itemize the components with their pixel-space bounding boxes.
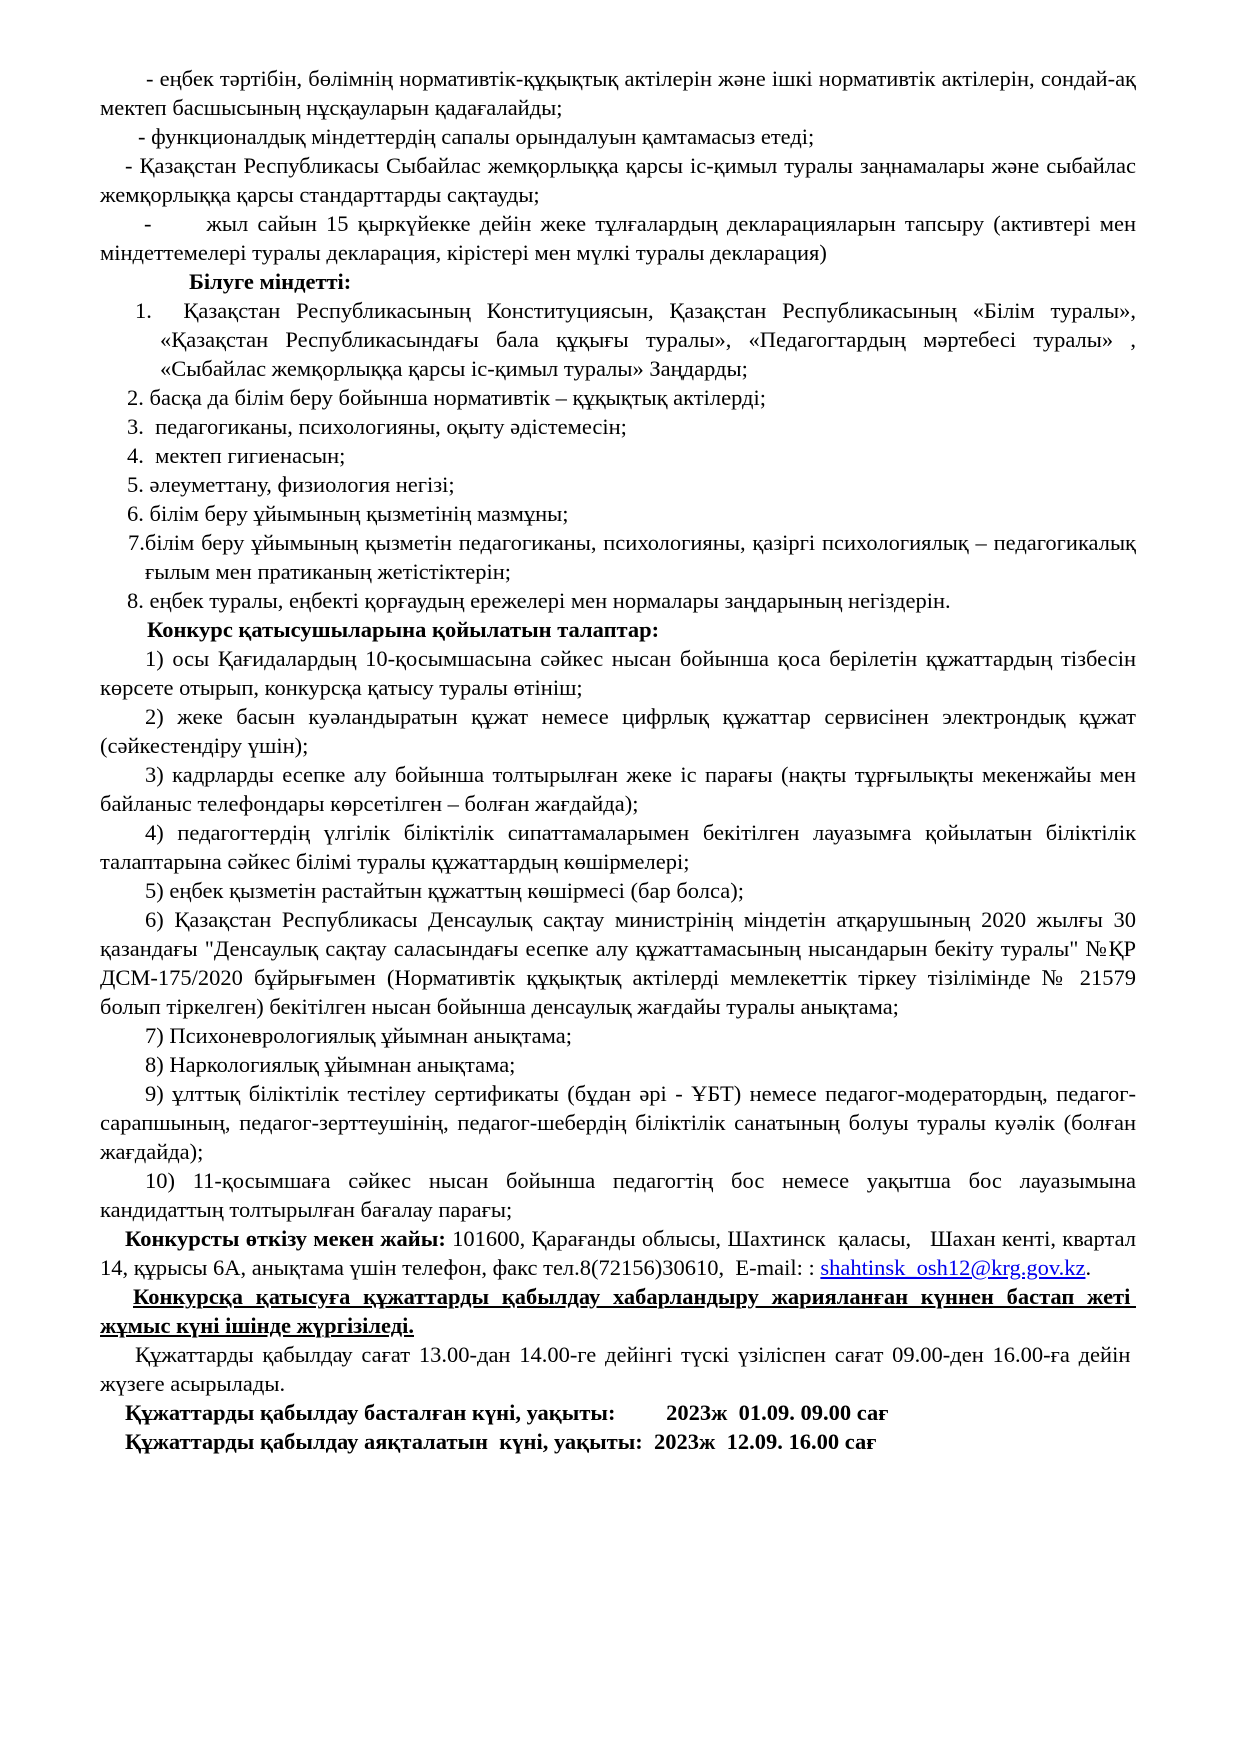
duty-item: - еңбек тәртібін, бөлімнің нормативтік-құқықтық актілерін және ішкі нормативтік актілерін, сондай-ақ мектеп басшысының нұсқауларын қадағалайды; (100, 66, 1136, 120)
deadline-notice: Конкурсқа қатысуға құжаттарды қабылдау хабарландыру жарияланған күннен бастап жеті жұмыс күні ішінде жүргізіледі. (100, 1284, 1136, 1338)
must-know-item: 1. Қазақстан Республикасының Конституциясын, Қазақстан Республикасының «Білім туралы», «Қазақстан Республикасындағы бала құқығы туралы», «Педагогтардың мәртебесі туралы» , «Сыбайлас жемқорлыққа қарсы іс-қимыл туралы» Заңдарды; (135, 298, 1136, 381)
venue-label: Конкурсты өткізу мекен жайы: (125, 1226, 446, 1251)
must-know-item: 6. білім беру ұйымының қызметінің мазмұны; (127, 501, 569, 526)
requirement-item: 2) жеке басын куәландыратын құжат немесе цифрлық құжаттар сервисінен электрондық құжат (сәйкестендіру үшін); (100, 704, 1136, 758)
requirement-item: 7) Психоневрологиялық ұйымнан анықтама; (145, 1023, 572, 1048)
date-end-line: Құжаттарды қабылдау аяқталатын күні, уақыты: 2023ж 12.09. 16.00 сағ (125, 1429, 877, 1454)
requirement-item: 3) кадрларды есепке алу бойынша толтырылған жеке іс парағы (нақты тұрғылықты мекенжайы мен байланыс телефондары көрсетілген – болған жағдайда); (100, 762, 1136, 816)
requirement-item: 10) 11-қосымшаға сәйкес нысан бойынша педагогтің бос немесе уақытша бос лауазымына кандидаттың толтырылған бағалау парағы; (100, 1168, 1136, 1222)
duty-item: - функционалдық міндеттердің сапалы орындалуын қамтамасыз етеді; (138, 124, 815, 149)
must-know-item: 5. әлеуметтану, физиология негізі; (127, 472, 455, 497)
requirement-item: 6) Қазақстан Республикасы Денсаулық сақтау министрінің міндетін атқарушының 2020 жылғы 30 қазандағы "Денсаулық сақтау саласындағы есепке алу құжаттамасының нысандарын бекіту туралы" №ҚР ДСМ-175/2020 бұйрығымен (Нормативтік құқықтық актілерді мемлекеттік тіркеу тізілімінде № 21579 болып тіркелген) бекітілген нысан бойынша денсаулық жағдайы туралы анықтама; (100, 907, 1136, 1019)
venue-text: 101600, Қарағанды облысы, Шахтинск қаласы, Шахан кенті, квартал 14, құрысы 6А, анықтама үшін телефон, факс тел.8(72156)30610, E-mail: : (100, 1226, 1136, 1280)
duty-item: - жыл сайын 15 қыркүйекке дейін жеке тұлғалардың декларацияларын тапсыру (активтері мен міндеттемелері туралы декларация, кірістері мен мүлкі туралы декларация) (100, 211, 1136, 265)
requirement-item: 8) Наркологиялық ұйымнан анықтама; (145, 1052, 516, 1077)
must-know-item: 4. мектеп гигиенасын; (127, 443, 346, 468)
requirement-item: 1) осы Қағидалардың 10-қосымшасына сәйкес нысан бойынша қоса берілетін құжаттардың тізбесін көрсете отырып, конкурсқа қатысу туралы өтініш; (100, 646, 1136, 700)
section-heading-must-know: Білуге міндетті: (189, 269, 352, 294)
email-link[interactable]: shahtinsk_osh12@krg.gov.kz (820, 1255, 1086, 1280)
venue-period: . (1085, 1255, 1092, 1280)
section-heading-requirements: Конкурс қатысушыларына қойылатын талаптар: (147, 617, 660, 642)
duty-item: - Қазақстан Республикасы Сыбайлас жемқорлыққа қарсы іс-қимыл туралы заңнамалары және сыбайлас жемқорлыққа қарсы стандарттарды сақтауды; (100, 153, 1136, 207)
must-know-item: 7.білім беру ұйымының қызметін педагогиканы, психологияны, қазіргі психологиялық – педагогикалық ғылым мен пратиканың жетістіктерін; (128, 530, 1136, 584)
must-know-item: 2. басқа да білім беру бойынша нормативтік – құқықтық актілерді; (127, 385, 766, 410)
date-start-line: Құжаттарды қабылдау басталған күні, уақыты: 2023ж 01.09. 09.00 сағ (125, 1400, 889, 1425)
requirement-item: 5) еңбек қызметін растайтын құжаттың көшірмесі (бар болса); (145, 878, 744, 903)
requirement-item: 4) педагогтердің үлгілік біліктілік сипаттамаларымен бекітілген лауазымға қойылатын біліктілік талаптарына сәйкес білімі туралы құжаттардың көшірмелері; (100, 820, 1136, 874)
venue-paragraph (100, 1224, 1136, 1282)
requirement-item: 9) ұлттық біліктілік тестілеу сертификаты (бұдан әрі - ҰБТ) немесе педагог-модератордың, педагог-сарапшының, педагог-зерттеушінің, педагог-шебердің біліктілік санатының болуы туралы куәлік (болған жағдайда); (100, 1081, 1136, 1164)
acceptance-hours: Құжаттарды қабылдау сағат 13.00-дан 14.00-ге дейінгі түскі үзіліспен сағат 09.00-ден 16.00-ға дейін жүзеге асырылады. (100, 1342, 1136, 1396)
must-know-item: 8. еңбек туралы, еңбекті қорғаудың ережелері мен нормалары заңдарының негіздерін. (127, 588, 951, 613)
must-know-item: 3. педагогиканы, психологияны, оқыту әдістемесін; (127, 414, 627, 439)
